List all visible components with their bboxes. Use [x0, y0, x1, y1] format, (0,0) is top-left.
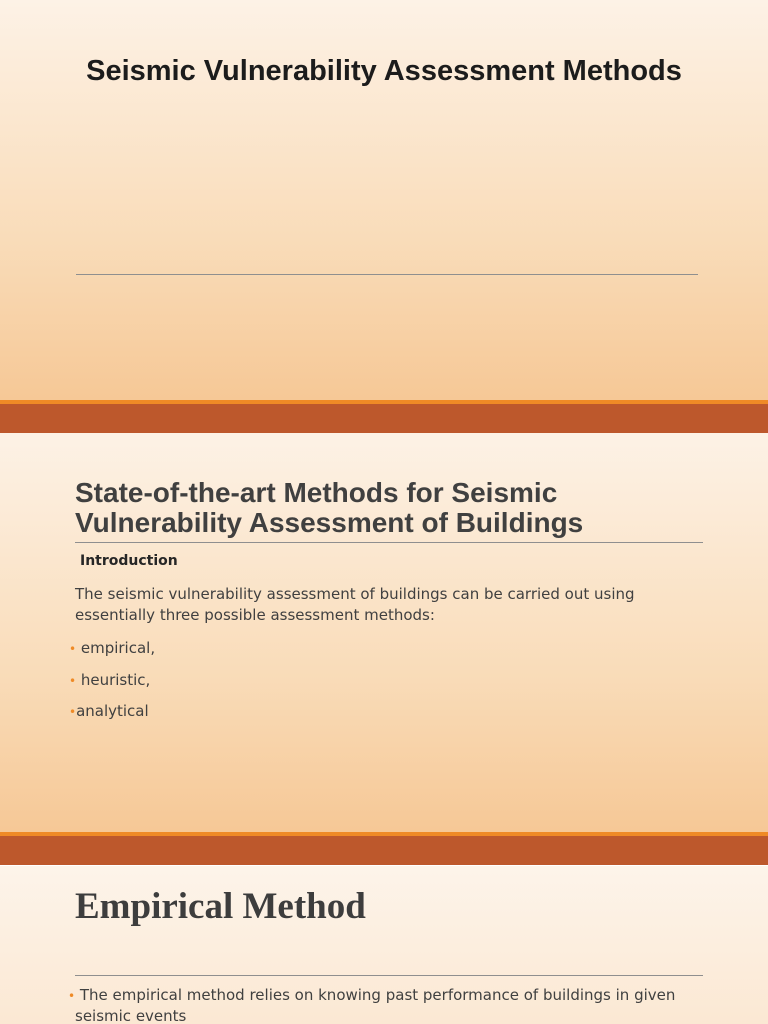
slide-heading: Empirical Method [75, 886, 366, 927]
slide-empirical-method [0, 866, 768, 1024]
list-item [69, 638, 155, 659]
bullet-dot-icon: • [69, 705, 77, 719]
slide-separator-band [0, 400, 768, 433]
list-item-text: analytical [76, 702, 149, 720]
bullet-dot-icon: • [69, 674, 77, 688]
intro-paragraph: The seismic vulnerability assessment of buildings can be carried out using essentially three possible assessment methods: [75, 585, 635, 624]
list-item-text: heuristic, [80, 671, 151, 689]
list-item-text-continued: seismic events [75, 1007, 187, 1024]
heading-divider [75, 542, 703, 543]
presentation-title: Seismic Vulnerability Assessment Methods [86, 55, 682, 87]
list-item-text: empirical, [80, 639, 156, 657]
title-divider [76, 274, 698, 275]
list-item-text: The empirical method relies on knowing past performance of buildings in given [79, 986, 676, 1004]
section-subheading: Introduction [80, 553, 178, 569]
bullet-dot-icon: • [68, 989, 76, 1003]
list-item [68, 985, 708, 1024]
slide-separator-band [0, 832, 768, 865]
bullet-dot-icon: • [69, 642, 77, 656]
list-item [69, 701, 149, 722]
list-item [69, 670, 150, 691]
slide-introduction [0, 433, 768, 832]
heading-divider [75, 975, 703, 976]
slide-heading: State-of-the-art Methods for Seismic Vulnerability Assessment of Buildings [75, 477, 584, 538]
slide-title [0, 0, 768, 400]
